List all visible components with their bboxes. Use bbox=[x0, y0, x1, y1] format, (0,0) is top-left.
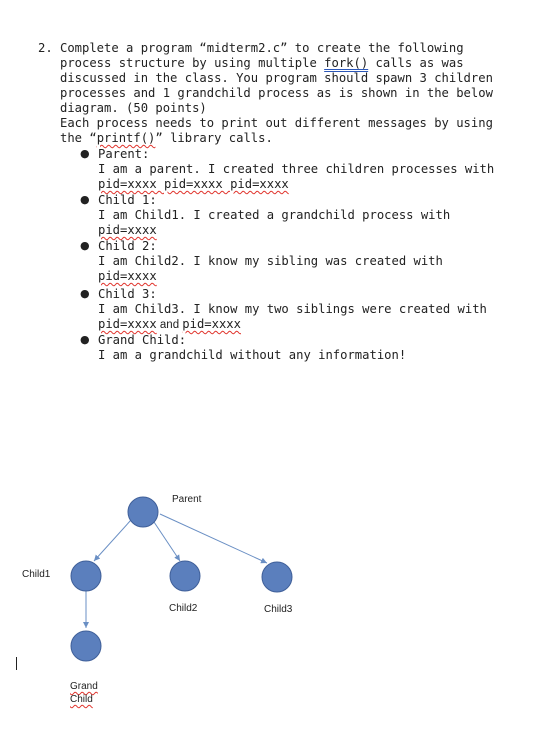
node-child3 bbox=[262, 562, 292, 592]
item-child3-and: and bbox=[156, 319, 183, 331]
item-child3-pid-a: pid=xxxx bbox=[98, 317, 157, 331]
node-child1 bbox=[71, 561, 101, 591]
text-cursor bbox=[16, 657, 17, 670]
printf-call-text: printf() bbox=[96, 131, 156, 145]
bullet-icon: ● bbox=[80, 239, 90, 252]
label-child3: Child3 bbox=[264, 604, 293, 615]
item-child3-pid-b: pid=xxxx bbox=[182, 317, 241, 331]
item-child1-pid: pid=xxxx bbox=[98, 223, 157, 237]
intro-line-1-a: Complete a program bbox=[60, 41, 200, 55]
fork-call-text: fork() bbox=[324, 56, 369, 70]
label-child1: Child1 bbox=[22, 569, 51, 580]
intro-line-7 bbox=[60, 131, 273, 146]
item-grandchild-heading: Grand Child: bbox=[98, 333, 187, 347]
intro-line-2-c: calls as was bbox=[368, 56, 464, 70]
bullet-icon: ● bbox=[80, 193, 90, 206]
question-number: 2. bbox=[38, 41, 53, 55]
intro-line-2-a: process structure by using multiple bbox=[60, 56, 325, 70]
item-parent-heading: Parent: bbox=[98, 147, 150, 161]
label-child2: Child2 bbox=[169, 603, 198, 614]
intro-line-7-a: the “ bbox=[60, 131, 97, 145]
item-parent-text: I am a parent. I created three children processes with bbox=[98, 162, 495, 176]
item-child3-heading: Child 3: bbox=[98, 287, 157, 301]
intro-line-3: discussed in the class. You program should spawn 3 children bbox=[60, 71, 493, 85]
label-grand: Grand bbox=[70, 681, 98, 692]
bullet-icon: ● bbox=[80, 333, 90, 346]
item-child1-heading: Child 1: bbox=[98, 193, 157, 207]
label-child: Child bbox=[70, 694, 93, 705]
intro-line-1-b: “midterm2.c” to create the following bbox=[199, 41, 464, 55]
intro-line-7-c: ” library calls. bbox=[155, 131, 273, 145]
item-child3-pids bbox=[98, 317, 241, 333]
bullet-icon: ● bbox=[80, 147, 90, 160]
bullet-icon: ● bbox=[80, 287, 90, 300]
item-child2-text: I am Child2. I know my sibling was created with bbox=[98, 254, 443, 268]
intro-line-1 bbox=[60, 41, 464, 56]
node-grandchild bbox=[71, 631, 101, 661]
item-child3-text: I am Child3. I know my two siblings were created with bbox=[98, 302, 487, 316]
label-parent: Parent bbox=[172, 494, 202, 505]
intro-line-2 bbox=[60, 56, 464, 71]
item-child2-pid: pid=xxxx bbox=[98, 269, 157, 283]
item-grandchild-text: I am a grandchild without any information! bbox=[98, 348, 407, 362]
intro-line-5: diagram. (50 points) bbox=[60, 101, 207, 115]
node-child2 bbox=[170, 561, 200, 591]
edge-parent-child3 bbox=[160, 514, 267, 563]
intro-line-4: processes and 1 grandchild process as is shown in the below bbox=[60, 86, 493, 100]
item-child1-text: I am Child1. I created a grandchild process with bbox=[98, 208, 451, 222]
intro-line-6: Each process needs to print out different messages by using bbox=[60, 116, 493, 130]
edge-parent-child1 bbox=[94, 520, 131, 561]
item-child2-heading: Child 2: bbox=[98, 239, 157, 253]
edge-parent-child2 bbox=[154, 522, 180, 561]
node-parent bbox=[128, 497, 158, 527]
item-parent-pids: pid=xxxx pid=xxxx pid=xxxx bbox=[98, 177, 289, 191]
